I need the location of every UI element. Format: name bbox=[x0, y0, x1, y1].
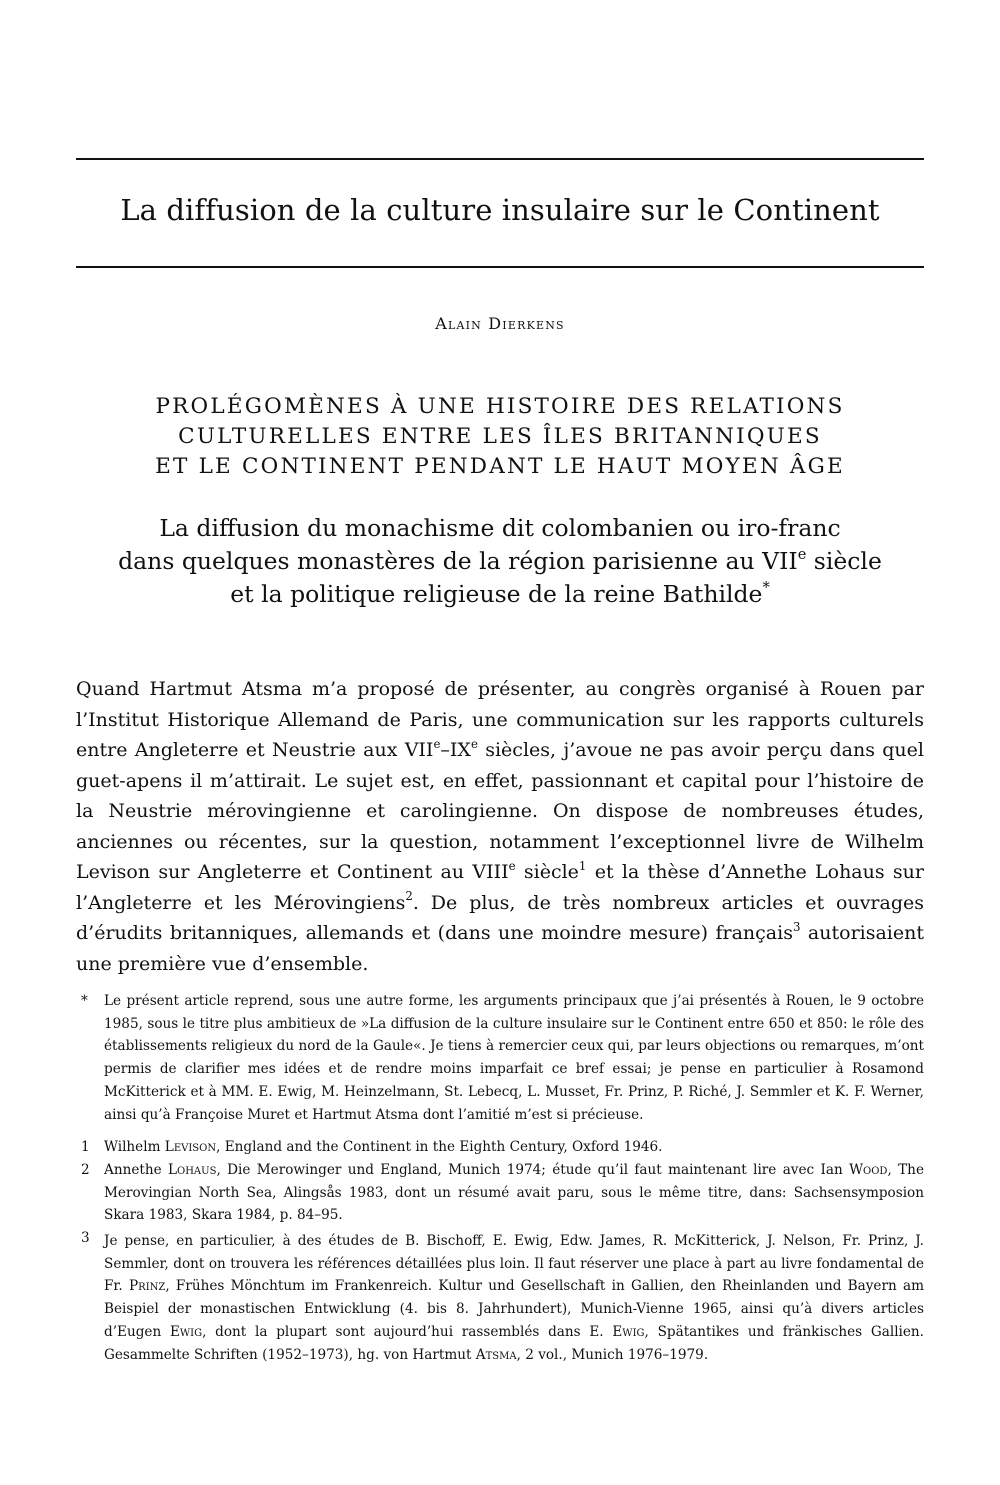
subtitle-text: siècle bbox=[806, 547, 882, 575]
subtitle-line bbox=[60, 578, 940, 611]
author-name-smallcaps: Lohaus bbox=[167, 1161, 217, 1178]
article-title bbox=[60, 392, 940, 482]
superscript: e bbox=[797, 545, 807, 563]
footnote-text: , Die Merowinger und England, Munich 1974; étude qu’il faut maintenant lire avec Ian bbox=[216, 1161, 850, 1178]
footnote-star bbox=[76, 990, 924, 1126]
subtitle-line: La diffusion du monachisme dit colombanien ou iro-franc bbox=[159, 514, 841, 542]
author-name-smallcaps: Atsma bbox=[475, 1346, 517, 1363]
superscript: e bbox=[508, 858, 516, 873]
footnote-ref-3: 3 bbox=[792, 919, 801, 934]
footnotes bbox=[76, 990, 924, 1366]
footnote-marker: 3 bbox=[81, 1230, 90, 1247]
subtitle-text: dans quelques monastères de la région parisienne au VII bbox=[118, 547, 798, 575]
article-title-line: ET LE CONTINENT PENDANT LE HAUT MOYEN ÂGE bbox=[155, 454, 845, 479]
article-title-line: CULTURELLES ENTRE LES ÎLES BRITANNIQUES bbox=[178, 424, 822, 449]
article-title-line: PROLÉGOMÈNES À UNE HISTOIRE DES RELATIONS bbox=[155, 394, 845, 419]
footnote-text: , England and the Continent in the Eighth Century, Oxford 1946. bbox=[216, 1139, 663, 1156]
body-text: et la thèse d’Annethe Lohaus sur l’Angleterre et les Mérovingiens bbox=[76, 861, 924, 914]
author-name-smallcaps: Ewig bbox=[169, 1323, 203, 1340]
body-text: siècle bbox=[515, 861, 579, 883]
footnote-marker: 1 bbox=[81, 1139, 90, 1156]
author-name-smallcaps: Ewig bbox=[612, 1323, 645, 1340]
body-text: autorisaient une première vue d’ensemble. bbox=[76, 922, 925, 975]
article-subtitle bbox=[60, 512, 940, 611]
footnote-text: , The Merovingian North Sea, Alingsås 1983, dont un résumé avait paru, sous le même titre, dans: Sachsensymposion Skara 1983, Skara 1984, p. 84–95. bbox=[104, 1161, 924, 1224]
footnote-text: Annethe bbox=[104, 1161, 168, 1178]
footnote-ref-2: 2 bbox=[405, 889, 413, 903]
footnote-text: , Frühes Mönchtum im Frankenreich. Kultur und Gesellschaft in Gallien, den Rheinlanden und Bayern am Beispiel der monastischen Entwicklung (4. bis 8. Jahrhundert), Munich-Vienne 1965, ainsi qu’à divers articles d’Eugen bbox=[104, 1278, 924, 1340]
footnote-2 bbox=[76, 1159, 924, 1227]
footnote-ref-1: 1 bbox=[578, 858, 587, 873]
footnote-text: Wilhelm bbox=[104, 1139, 165, 1156]
footnote-text: Je pense, en particulier, à des études de B. Bischoff, E. Ewig, Edw. James, R. McKitterick, J. Nelson, Fr. Prinz, J. Semmler, dont on trouvera les références détaillées plus loin. Il faut réserver une place à part au livre fondamental de Fr. bbox=[104, 1233, 924, 1295]
footnote-text: , 2 vol., Munich 1976–1979. bbox=[516, 1346, 709, 1363]
footnote-marker: 2 bbox=[81, 1161, 90, 1178]
footnote-marker: * bbox=[81, 993, 88, 1009]
subtitle-text: et la politique religieuse de la reine Bathilde bbox=[230, 580, 763, 608]
footnote-text: Le présent article reprend, sous une autre forme, les arguments principaux que j’ai présentés à Rouen, le 9 octobre 1985, sous le titre plus ambitieux de »La diffusion de la culture insulaire sur le Continent entre 650 et 850: le rôle des établissements religieux du nord de la Gaule«. Je tiens à remercier ceux qui, par leurs objections ou remarques, m’ont permis de clarifier mes idées et de rendre moins imparfait ce bref essai; je pense en particulier à Rosamond McKitterick et à MM. E. Ewig, M. Heinzelmann, St. Lebecq, L. Musset, Fr. Prinz, P. Riché, J. Semmler et K. F. Werner, ainsi qu’à Françoise Muret et Hartmut Atsma dont l’amitié m’est si précieuse. bbox=[104, 993, 924, 1123]
body-paragraph bbox=[76, 674, 924, 979]
author-name-smallcaps: Prinz bbox=[129, 1278, 166, 1295]
header-rule-top bbox=[76, 158, 924, 160]
subtitle-line bbox=[60, 545, 940, 578]
author-name: Alain Dierkens bbox=[435, 314, 565, 333]
footnote-text: , Spätantikes und fränkisches Gallien. Gesammelte Schriften (1952–1973), hg. von Hartmut bbox=[104, 1323, 925, 1363]
section-title: La diffusion de la culture insulaire sur le Continent bbox=[120, 193, 880, 227]
superscript: e bbox=[433, 736, 441, 751]
author-name-smallcaps: Levison bbox=[164, 1139, 217, 1156]
footnote-3 bbox=[76, 1227, 924, 1366]
footnote-ref-star: * bbox=[762, 578, 770, 596]
superscript: e bbox=[470, 736, 478, 751]
header-rule-bottom bbox=[76, 266, 924, 268]
body-text: . De plus, de très nombreux articles et ouvrages d’érudits britanniques, allemands et (dans une moindre mesure) français bbox=[76, 891, 924, 944]
body-text: Quand Hartmut Atsma m’a proposé de présenter, au congrès organisé à Rouen par l’Institut Historique Allemand de Paris, une communication sur les rapports culturels entre Angleterre et Neustrie aux VII bbox=[76, 678, 924, 761]
footnote-1 bbox=[76, 1136, 924, 1159]
body-text: siècles, j’avoue ne pas avoir perçu dans quel guet-apens il m’attirait. Le sujet est, en effet, passionnant et capital pour l’histoire de la Neustrie mérovingienne et carolingienne. On dispose de nombreuses études, anciennes ou récentes, sur la question, notamment l’exceptionnel livre de Wilhelm Levison sur Angleterre et Continent au VIII bbox=[76, 739, 924, 883]
body-text: –IX bbox=[440, 739, 471, 761]
footnote-text: , dont la plupart sont aujourd’hui rassemblés dans E. bbox=[202, 1323, 613, 1340]
author-name-smallcaps: Wood bbox=[849, 1161, 888, 1178]
